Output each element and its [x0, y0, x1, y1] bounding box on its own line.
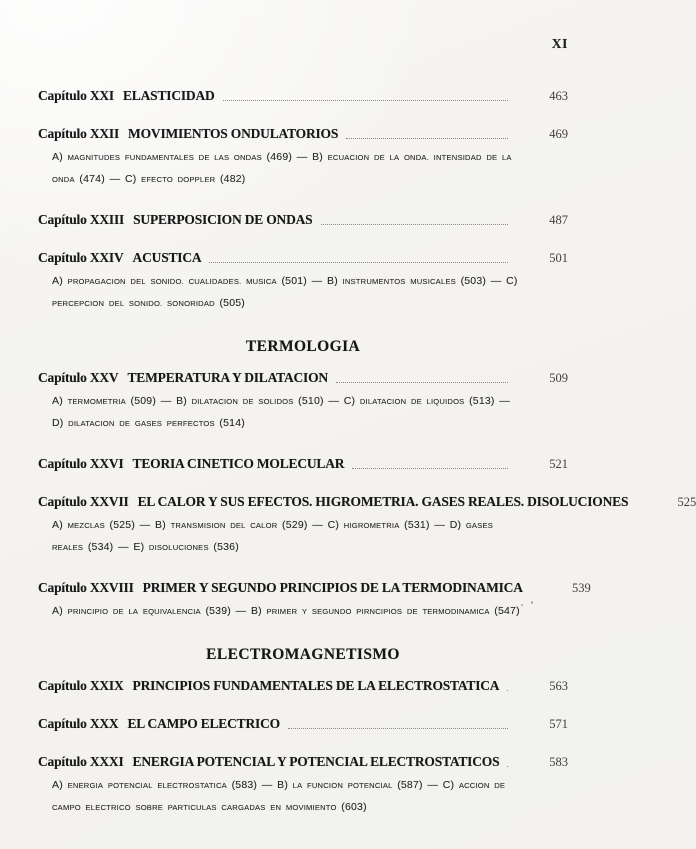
chapter-label: Capítulo XXIX — [38, 678, 124, 693]
subsection-token: — — [160, 395, 172, 407]
subsection-token: (474) — [79, 173, 105, 185]
toc-entry-chapter — [38, 494, 696, 558]
toc-entry-chapter — [38, 678, 568, 694]
subsection-token: MAGNITUDES — [67, 153, 121, 162]
subsection-token: CAMPO — [52, 803, 81, 812]
chapter-label: Capítulo XXVI — [38, 456, 124, 471]
subsection-token: ELECTRICO — [85, 803, 131, 812]
subsection-token: — — [328, 395, 340, 407]
subsection-token: B) — [250, 605, 262, 617]
subsection-token: — — [109, 173, 121, 185]
subsection-token: D) — [52, 417, 64, 429]
subsection-token: PRINCIPIO — [67, 607, 109, 616]
subsection-token: SONIDO. — [150, 277, 184, 286]
subsection-token: (503) — [460, 275, 487, 287]
subsection-token: (505) — [219, 297, 245, 309]
subsection-token: DEL — [230, 521, 246, 530]
subsection-token: PROPAGACION — [67, 277, 126, 286]
part-heading: TERMOLOGIA — [245, 338, 361, 355]
subsection-token: DE — [410, 397, 422, 406]
subsection-token: ELECTROSTATICA — [157, 781, 227, 790]
subsection-token: (531) — [404, 519, 430, 531]
subsection-token: CALOR — [250, 521, 278, 530]
dot-leader — [209, 262, 508, 263]
subsection-token: A) — [52, 395, 63, 407]
subsection-token: B) — [277, 779, 289, 791]
chapter-row — [38, 754, 568, 770]
subsection-token: TERMOMETRIA — [67, 397, 126, 406]
toc-entry-chapter — [38, 370, 568, 434]
subsection-token: DEL — [108, 299, 125, 308]
subsection-token: SONORIDAD — [167, 299, 215, 308]
subsection-token: LA — [501, 153, 512, 162]
subsection-token: C) — [442, 779, 455, 791]
subsection-token: (482) — [219, 173, 246, 185]
toc-entry-chapter — [38, 212, 568, 228]
toc-entry-chapter — [38, 456, 568, 472]
subsection-token: MEZCLAS — [67, 521, 105, 530]
subsection-token: C) — [124, 173, 137, 185]
subsection-token: DE — [486, 153, 498, 162]
subsection-token: FUNCION — [307, 781, 344, 790]
page-content — [38, 36, 696, 818]
subsection-token: B) — [312, 151, 323, 163]
chapter-subsections — [38, 390, 522, 434]
chapter-subsections — [38, 146, 522, 190]
subsection-token: (513) — [469, 395, 495, 407]
subsection-token: B) — [326, 275, 338, 287]
subsection-token: — — [499, 395, 510, 407]
subsection-token: INTENSIDAD — [433, 153, 482, 162]
chapter-label: Capítulo XXV — [38, 370, 119, 385]
subsection-token: MUSICA — [246, 277, 277, 286]
subsection-token: E) — [133, 541, 145, 553]
subsection-token: PARTICULAS — [167, 803, 217, 812]
subsection-token: — — [312, 519, 323, 531]
subsection-token: SOLIDOS — [258, 397, 294, 406]
subsection-token: LA — [128, 607, 139, 616]
chapter-label: Capítulo XXII — [38, 126, 120, 141]
chapter-page-number: 501 — [549, 251, 568, 265]
chapter-page-number: 563 — [549, 679, 568, 693]
chapter-title: TEMPERATURA Y DILATACION — [127, 370, 328, 385]
subsection-token: PIRNCIPIOS — [356, 607, 403, 616]
dot-leader — [288, 728, 508, 729]
subsection-token: A) — [52, 151, 63, 163]
part-heading: ELECTROMAGNETISMO — [206, 646, 400, 663]
toc-entry-chapter — [38, 126, 568, 190]
dot-leader — [352, 468, 508, 469]
chapter-label: Capítulo XXX — [38, 716, 119, 731]
subsection-token: (509) — [130, 395, 157, 407]
subsection-token: (510) — [298, 395, 324, 407]
table-of-contents — [38, 88, 696, 818]
subsection-token: CARGADAS — [221, 803, 266, 812]
chapter-row — [38, 456, 568, 472]
chapter-row — [38, 250, 568, 266]
chapter-subsections — [38, 270, 522, 314]
subsection-token: C) — [327, 519, 340, 531]
chapter-title: ACUSTICA — [132, 250, 202, 265]
dot-leader — [336, 382, 508, 383]
subsection-token: EQUIVALENCIA — [142, 607, 201, 616]
chapter-title: TEORIA CINETICO MOLECULAR — [132, 456, 345, 471]
subsection-token: (501) — [281, 275, 307, 287]
chapter-page-number: 583 — [549, 755, 568, 769]
subsection-token: TRANSMISION — [170, 521, 226, 530]
subsection-token: LAS — [214, 153, 230, 162]
subsection-token: — — [139, 519, 151, 531]
subsection-token: D) — [449, 519, 462, 531]
subsection-token: (547) — [494, 605, 520, 617]
chapter-label: Capítulo XXVIII — [38, 580, 134, 595]
subsection-token: — — [235, 605, 247, 617]
dot-leader — [346, 138, 508, 139]
subsection-token: PRIMER — [266, 607, 298, 616]
toc-entry-chapter — [38, 250, 568, 314]
chapter-row — [38, 494, 696, 510]
chapter-title: ENERGIA POTENCIAL Y POTENCIAL ELECTROSTATICOS — [132, 754, 500, 769]
subsection-token: HIGROMETRIA — [343, 521, 400, 530]
toc-entry-chapter — [38, 716, 568, 732]
subsection-token: (583) — [231, 779, 258, 791]
chapter-subsections — [38, 600, 522, 622]
subsection-token: PERCEPCION — [52, 299, 105, 308]
chapter-page-number: 521 — [549, 457, 568, 471]
subsection-token: INSTRUMENTOS — [342, 277, 406, 286]
subsection-token: Y — [301, 607, 308, 616]
chapter-title: EL CAMPO ELECTRICO — [127, 716, 280, 731]
chapter-row — [38, 212, 568, 228]
chapter-page-number: 463 — [549, 89, 568, 103]
subsection-token: PERFECTOS — [166, 419, 215, 428]
chapter-row — [38, 126, 568, 142]
chapter-label: Capítulo XXIII — [38, 212, 125, 227]
subsection-token: (469) — [266, 151, 293, 163]
subsection-token: DE — [198, 153, 210, 162]
dot-leader — [507, 690, 508, 691]
subsection-token: MUSICALES — [410, 277, 456, 286]
subsection-token: DE — [242, 397, 254, 406]
subsection-token: DOPPLER — [177, 175, 216, 184]
scan-speck — [531, 601, 533, 604]
subsection-token: — — [434, 519, 446, 531]
subsection-token: DE — [373, 153, 385, 162]
subsection-token: C) — [343, 395, 356, 407]
subsection-token: — — [490, 275, 502, 287]
subsection-token: B) — [155, 519, 166, 531]
chapter-title: EL CALOR Y SUS EFECTOS. HIGROMETRIA. GASES REALES. DISOLUCIONES — [137, 494, 629, 509]
chapter-title: ELASTICIDAD — [123, 88, 215, 103]
chapter-page-number: 571 — [549, 717, 568, 731]
subsection-token: GASES — [465, 521, 493, 530]
subsection-token: — — [261, 779, 273, 791]
chapter-label: Capítulo XXIV — [38, 250, 124, 265]
subsection-token: FUNDAMENTALES — [124, 153, 194, 162]
chapter-label: Capítulo XXI — [38, 88, 114, 103]
subsection-token: A) — [52, 275, 63, 287]
subsection-token: A) — [52, 519, 63, 531]
subsection-token: C) — [506, 275, 518, 287]
subsection-token: ONDA. — [403, 153, 430, 162]
subsection-token: (587) — [397, 779, 423, 791]
subsection-token: REALES — [52, 543, 84, 552]
subsection-token: CUALIDADES. — [188, 277, 242, 286]
chapter-row — [38, 580, 591, 596]
chapter-label: Capítulo XXVII — [38, 494, 129, 509]
subsection-token: ENERGIA — [67, 781, 104, 790]
subsection-token: DILATACION — [68, 419, 115, 428]
chapter-page-number: 469 — [549, 127, 568, 141]
subsection-token: LA — [389, 153, 400, 162]
chapter-row — [38, 678, 568, 694]
chapter-page-number: 539 — [572, 581, 591, 595]
subsection-token: EN — [270, 803, 282, 812]
subsection-token: SEGUNDO — [311, 607, 352, 616]
subsection-token: DEL — [130, 277, 146, 286]
subsection-token: (514) — [219, 417, 245, 429]
subsection-token: DE — [406, 607, 418, 616]
subsection-token: ECUACION — [327, 153, 370, 162]
chapter-label: Capítulo XXXI — [38, 754, 124, 769]
chapter-title: PRINCIPIOS FUNDAMENTALES DE LA ELECTROSTATICA — [132, 678, 500, 693]
chapter-row — [38, 88, 568, 104]
subsection-token: DILATACION — [191, 397, 239, 406]
subsection-token: DE — [119, 419, 131, 428]
toc-entry-chapter — [38, 754, 568, 818]
subsection-token: DISOLUCIONES — [148, 543, 209, 552]
subsection-token: ONDAS — [233, 153, 262, 162]
subsection-token: TERMODINAMICA — [422, 607, 490, 616]
subsection-token: POTENCIAL — [347, 781, 393, 790]
chapter-page-number: 525 — [677, 495, 696, 509]
page-number-corner: XI — [551, 36, 568, 51]
subsection-token: GASES — [134, 419, 163, 428]
subsection-token: LIQUIDOS — [426, 397, 465, 406]
chapter-subsections — [38, 774, 522, 818]
scan-speck — [521, 604, 523, 606]
chapter-title: PRIMER Y SEGUNDO PRINCIPIOS DE LA TERMODINAMICA — [142, 580, 523, 595]
subsection-token: (539) — [205, 605, 231, 617]
subsection-token: DE — [112, 607, 124, 616]
subsection-token: (525) — [109, 519, 136, 531]
dot-leader — [507, 766, 508, 767]
chapter-page-number: 487 — [549, 213, 568, 227]
subsection-token: (536) — [213, 541, 239, 553]
subsection-token: — — [427, 779, 439, 791]
subsection-token: — — [311, 275, 323, 287]
subsection-token: — — [296, 151, 308, 163]
subsection-token: ONDA — [52, 175, 75, 184]
subsection-token: — — [118, 541, 129, 553]
subsection-token: ACCION — [458, 781, 490, 790]
subsection-token: (603) — [341, 801, 367, 813]
subsection-token: EFECTO — [141, 175, 173, 184]
subsection-token: B) — [176, 395, 187, 407]
subsection-token: (529) — [282, 519, 308, 531]
subsection-token: A) — [52, 605, 63, 617]
subsection-token: DE — [494, 781, 506, 790]
subsection-token: SOBRE — [135, 803, 164, 812]
subsection-token: (534) — [87, 541, 114, 553]
subsection-token: SONIDO. — [128, 299, 163, 308]
subsection-token: MOVIMIENTO — [285, 803, 337, 812]
chapter-row — [38, 370, 568, 386]
chapter-subsections — [38, 514, 522, 558]
toc-entry-chapter — [38, 580, 591, 622]
chapter-title: MOVIMIENTOS ONDULATORIOS — [128, 126, 339, 141]
dot-leader — [321, 224, 509, 225]
subsection-token: DILATACION — [359, 397, 407, 406]
subsection-token: POTENCIAL — [107, 781, 153, 790]
subsection-token: A) — [52, 779, 63, 791]
toc-entry-chapter — [38, 88, 568, 104]
subsection-token: LA — [292, 781, 303, 790]
dot-leader — [223, 100, 508, 101]
chapter-row — [38, 716, 568, 732]
chapter-title: SUPERPOSICION DE ONDAS — [133, 212, 313, 227]
chapter-page-number: 509 — [549, 371, 568, 385]
